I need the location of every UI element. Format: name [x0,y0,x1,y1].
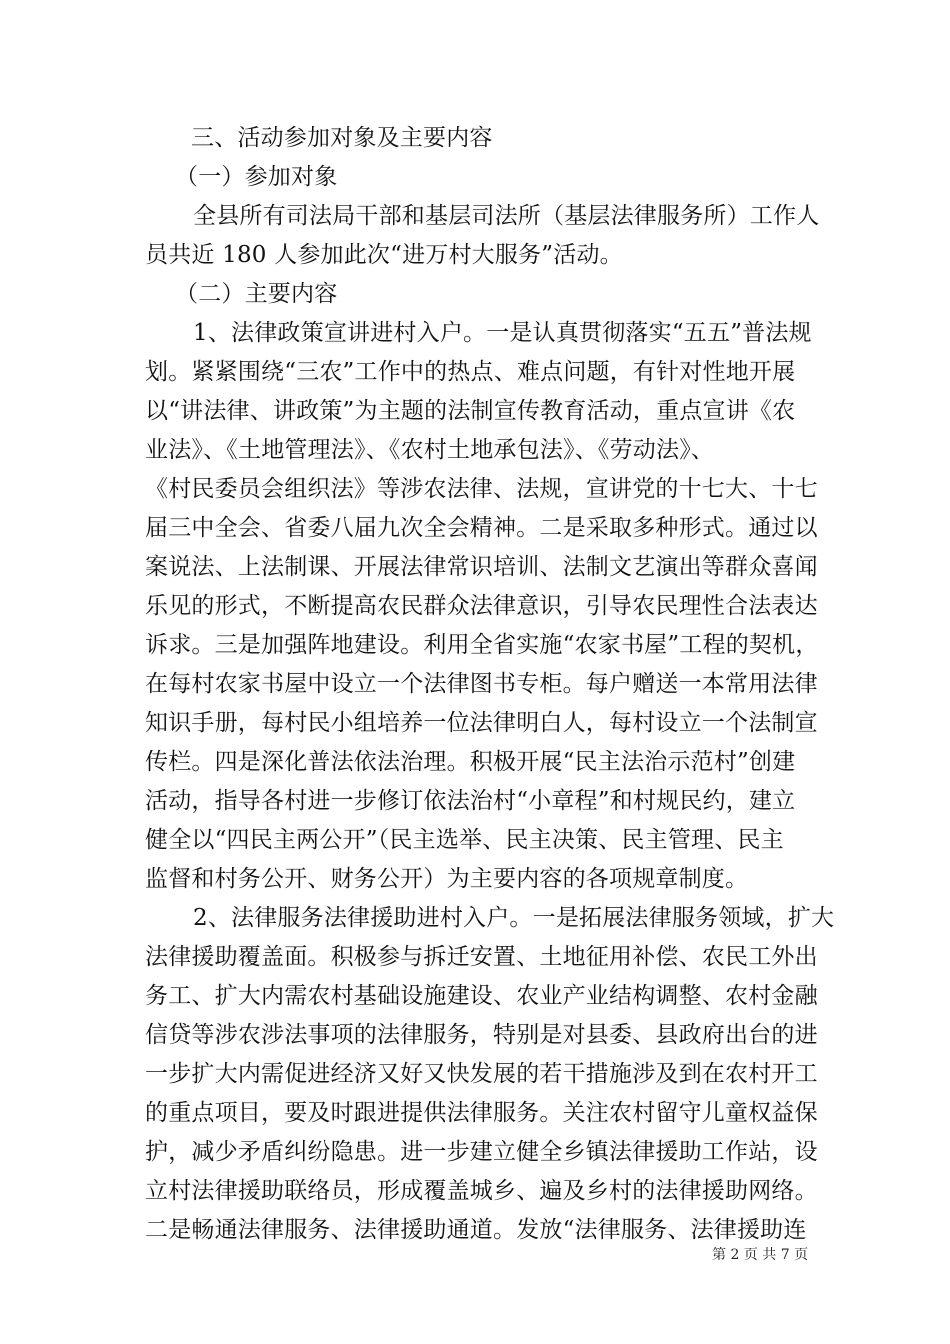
paragraph-line: 以“讲法律、讲政策”为主题的法制宣传教育活动，重点宣讲《农 [145,398,796,424]
subsection-heading-participants: （一）参加对象 [175,164,338,190]
paragraph-line: 务工、扩大内需农村基础设施建设、农业产业结构调整、农村金融 [145,983,818,1009]
paragraph-line: 2、法律服务法律援助进村入户。一是拓展法律服务领域，扩大 [193,905,835,931]
paragraph-line: 监督和村务公开、财务公开）为主要内容的各项规章制度。 [145,866,749,892]
paragraph-line: 护，减少矛盾纠纷隐患。进一步建立健全乡镇法律援助工作站，设 [145,1139,818,1165]
page-number: 第 2 页 共 7 页 [712,1247,809,1263]
section-heading: 三、活动参加对象及主要内容 [191,125,493,151]
paragraph-line: 传栏。四是深化普法依法治理。积极开展“民主法治示范村”创建 [145,749,796,775]
document-body [145,119,835,1250]
paragraph-line: 的重点项目，要及时跟进提供法律服务。关注农村留守儿童权益保 [145,1100,818,1126]
paragraph-line: 案说法、上法制课、开展法律常识培训、法制文艺演出等群众喜闻 [145,554,818,580]
paragraph-line: 《村民委员会组织法》等涉农法律、法规，宣讲党的十七大、十七 [145,476,818,502]
paragraph-line: 全县所有司法局干部和基层司法所（基层法律服务所）工作人 [193,203,820,229]
paragraph-line: 一步扩大内需促进经济又好又快发展的若干措施涉及到在农村开工 [145,1061,818,1087]
paragraph-line: 业法》、《土地管理法》、《农村土地承包法》、《劳动法》、 [145,437,715,463]
paragraph-legal-policy [145,314,819,899]
paragraph-line: 知识手册，每村民小组培养一位法律明白人，每村设立一个法制宣 [145,710,818,736]
paragraph-line: 二是畅通法律服务、法律援助通道。发放“法律服务、法律援助连 [145,1217,807,1243]
subsection-heading-main-content: （二）主要内容 [175,281,338,307]
paragraph-line: 立村法律援助联络员，形成覆盖城乡、遍及乡村的法律援助网络。 [145,1178,818,1204]
paragraph-line: 1、法律政策宣讲进村入户。一是认真贯彻落实“五五”普法规 [193,320,812,346]
paragraph-line: 乐见的形式，不断提高农民群众法律意识，引导农民理性合法表达 [145,593,818,619]
paragraph-line: 在每村农家书屋中设立一个法律图书专柜。每户赠送一本常用法律 [145,671,818,697]
paragraph-line: 届三中全会、省委八届九次全会精神。二是采取多种形式。通过以 [145,515,818,541]
paragraph-line: 诉求。三是加强阵地建设。利用全省实施“农家书屋”工程的契机， [145,632,819,658]
paragraph-line: 法律援助覆盖面。积极参与拆迁安置、土地征用补偿、农民工外出 [145,944,818,970]
paragraph-legal-aid [145,899,835,1250]
paragraph-line: 活动，指导各村进一步修订依法治村“小章程”和村规民约，建立 [145,788,796,814]
paragraph-line: 信贷等涉农涉法事项的法律服务，特别是对县委、县政府出台的进 [145,1022,818,1048]
paragraph-participants [145,197,820,275]
paragraph-line: 划。紧紧围绕“三农”工作中的热点、难点问题，有针对性地开展 [145,359,796,385]
paragraph-line: 员共近 180 人参加此次“进万村大服务”活动。 [145,242,623,268]
paragraph-line: 健全以“四民主两公开”（民主选举、民主决策、民主管理、民主 [145,827,784,853]
